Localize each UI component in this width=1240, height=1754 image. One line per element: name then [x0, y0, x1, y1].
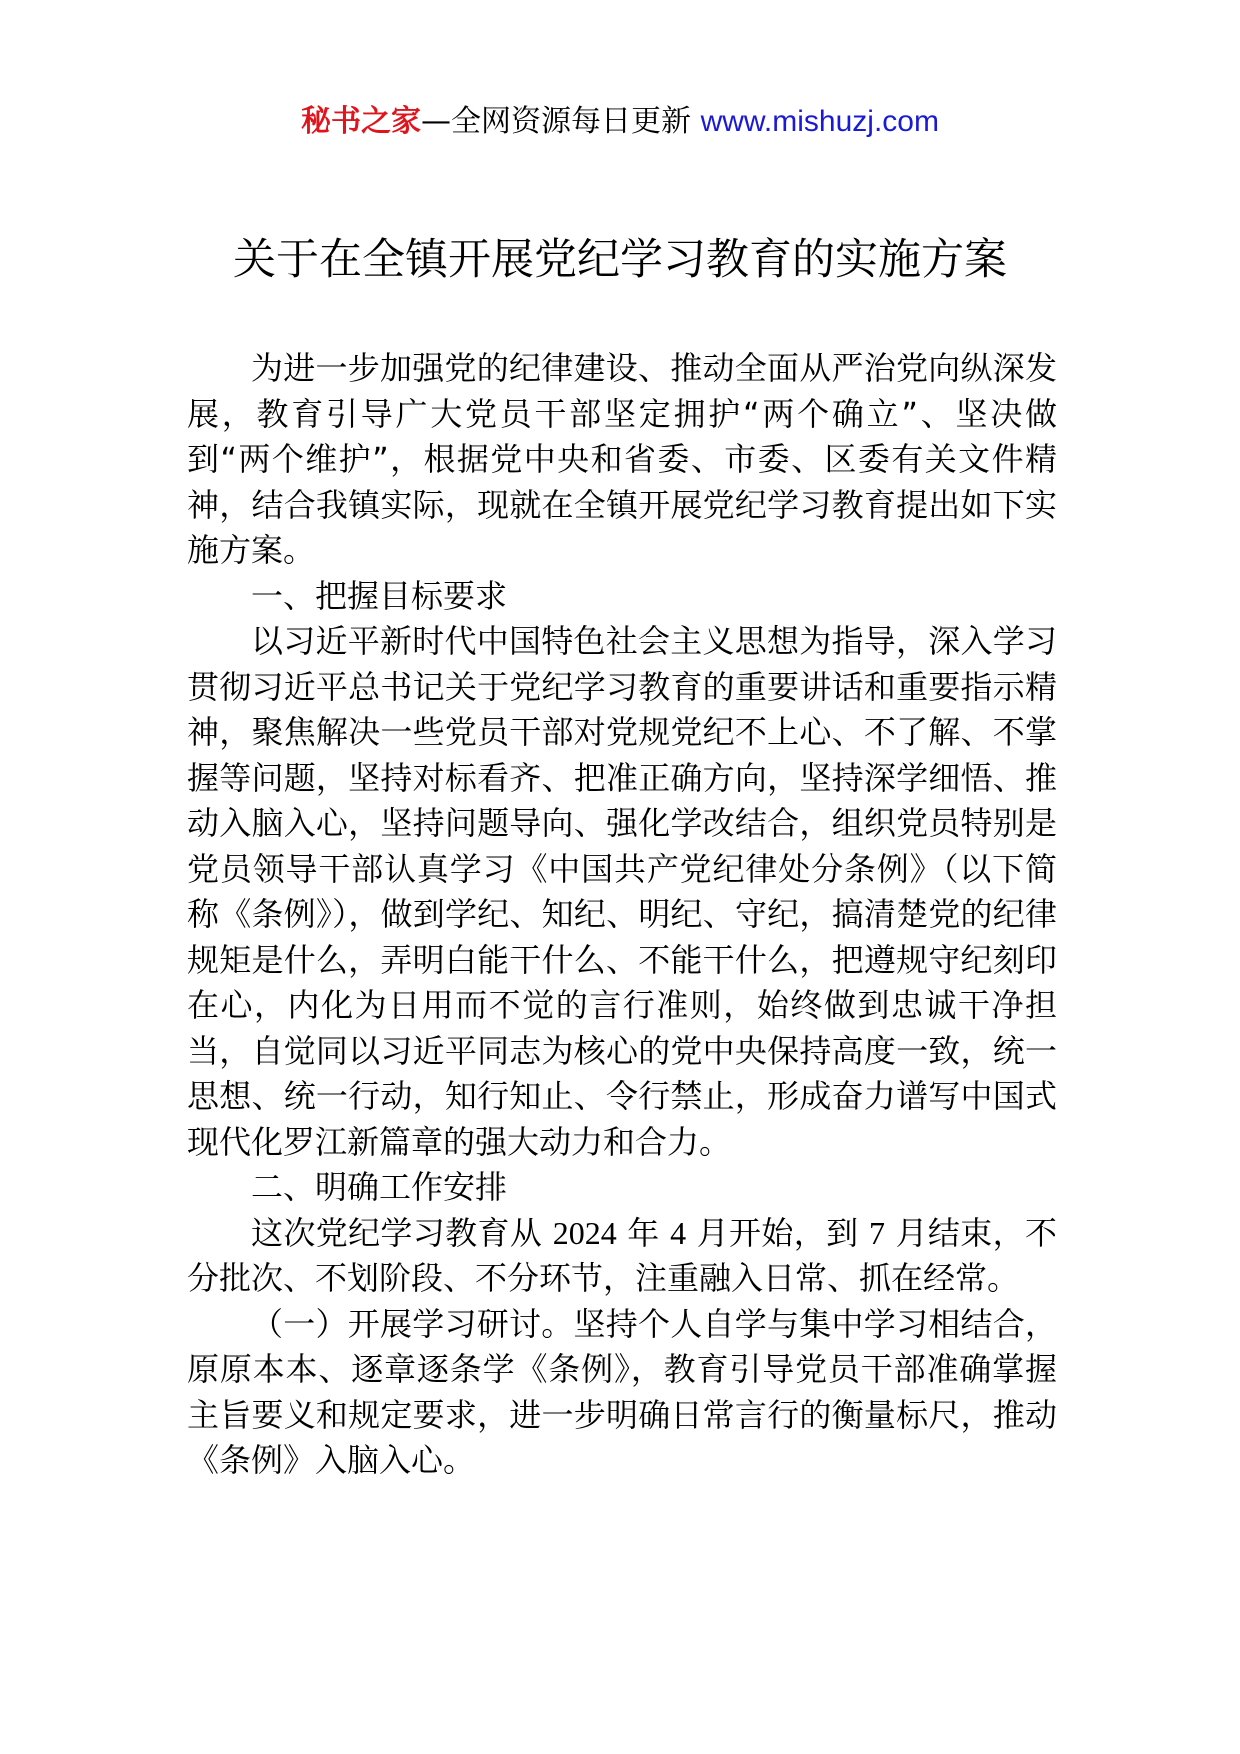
section-heading-1: 一、把握目标要求 [251, 576, 508, 615]
document-body [187, 346, 1057, 1484]
section-2-text-suffix: 月结束，不分批次、不划阶段、不分环节，注重融入日常、抓在经常。 [187, 1213, 1057, 1297]
section-2-text-prefix: 这次党纪学习教育从 [251, 1213, 543, 1252]
brand-name: 秘书之家 [301, 104, 422, 139]
document-title: 关于在全镇开展党纪学习教育的实施方案 [233, 235, 1007, 285]
section-2-text-mid2: 月开始，到 [696, 1213, 859, 1252]
site-url-link[interactable]: www.mishuzj.com [700, 105, 939, 138]
section-2-start-month: 4 [670, 1214, 687, 1251]
section-2-year: 2024 [552, 1214, 617, 1251]
section-heading-2: 二、明确工作安排 [251, 1168, 508, 1206]
site-header-banner [0, 102, 1240, 142]
intro-paragraph: 为进一步加强党的纪律建设、推动全面从严治党向纵深发展，教育引导广大党员干部坚定拥护“两个确立”、坚决做到“两个维护”，根据党中央和省委、市委、区委有关文件精神，结合我镇实际，现就在全镇开展党纪学习教育提出如下实施方案。 [187, 349, 1057, 569]
section-2-text-mid1: 年 [627, 1213, 660, 1252]
header-tagline: —全网资源每日更新 [421, 104, 692, 139]
subsection-1-paragraph: （一）开展学习研讨。坚持个人自学与集中学习相结合，原原本本、逐章逐条学《条例》，教育引导党员干部准确掌握主旨要义和规定要求，进一步明确日常言行的衡量标尺，推动《条例》入脑入心。 [187, 1304, 1057, 1479]
section-1-paragraph: 以习近平新时代中国特色社会主义思想为指导，深入学习贯彻习近平总书记关于党纪学习教育的重要讲话和重要指示精神，聚焦解决一些党员干部对党规党纪不上心、不了解、不掌握等问题，坚持对标看齐、把准正确方向，坚持深学细悟、推动入脑入心，坚持问题导向、强化学改结合，组织党员特别是党员领导干部认真学习《中国共产党纪律处分条例》（以下简称《条例》），做到学纪、知纪、明纪、守纪，搞清楚党的纪律规矩是什么，弄明白能干什么、不能干什么，把遵规守纪刻印在心，内化为日用而不觉的言行准则，始终做到忠诚干净担当，自觉同以习近平同志为核心的党中央保持高度一致，统一思想、统一行动，知行知止、令行禁止，形成奋力谱写中国式现代化罗江新篇章的强大动力和合力。 [187, 622, 1057, 1161]
section-2-end-month: 7 [869, 1214, 886, 1251]
section-2-paragraph [187, 1211, 1057, 1302]
